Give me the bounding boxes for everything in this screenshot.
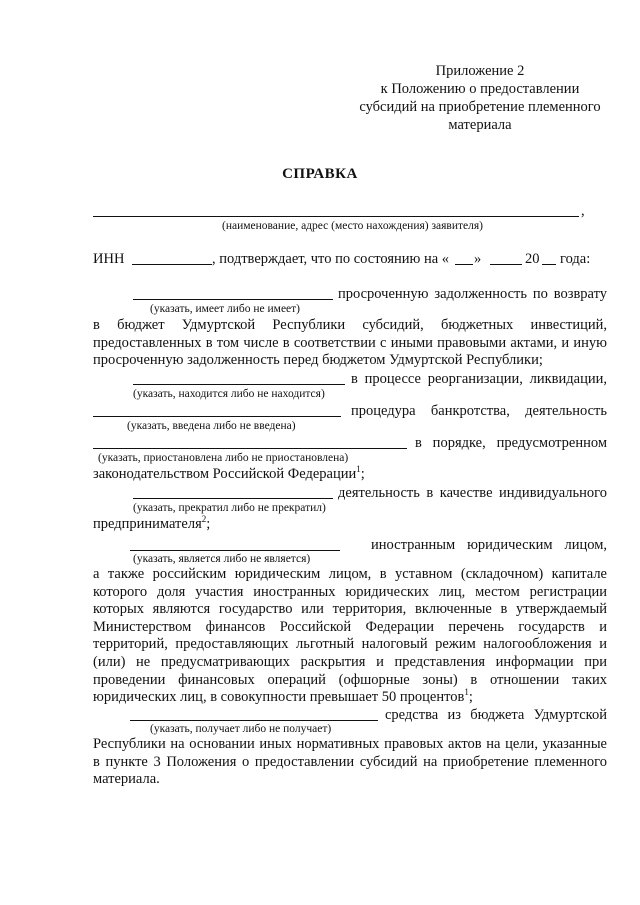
- reorg-caption: (указать, находится либо не находится): [133, 388, 325, 400]
- inn-label: ИНН: [93, 251, 125, 267]
- applicant-caption: (наименование, адрес (место нахождения) заявителя): [222, 220, 483, 232]
- entrepreneur-field[interactable]: [133, 498, 333, 499]
- applicant-field[interactable]: [93, 216, 579, 217]
- date-year-field[interactable]: [542, 264, 556, 265]
- suspend-continuation: законодательством Российской Федерации$^1$;: [93, 464, 365, 482]
- appendix-ref-3: материала: [448, 117, 512, 133]
- footnote-1-marker[interactable]: 1: [356, 464, 361, 475]
- date-day-field[interactable]: [455, 264, 473, 265]
- funds-caption: (указать, получает либо не получает): [150, 723, 332, 735]
- applicant-comma: ,: [581, 203, 585, 219]
- reorg-text: в процессе реорганизации, ликвидации,: [351, 371, 607, 387]
- foreign-caption: (указать, является либо не является): [133, 553, 311, 565]
- foreign-paragraph: а также российским юридическим лицом, в уставном (складочном) капитале которого доля участия иностранных юридических лиц, местом регистрации которых являются государство или территория, включенные в утверждаемый Министерством финансов Российской Федерации перечень государств и территорий, предоставляющих льготный налоговый режим налогообложения и (или) не предусматривающих раскрытия и представления информации при проведении финансовых операций (офшорные зоны) в отношении таких юридических лиц, в совокупности превышает 50 процентов$^1$;: [93, 566, 607, 706]
- overdue-caption: (указать, имеет либо не имеет): [150, 303, 301, 315]
- appendix-header: [345, 62, 615, 134]
- document-title: СПРАВКА: [282, 166, 358, 182]
- funds-text: средства из бюджета Удмуртской: [385, 707, 607, 723]
- inn-year-suffix: года:: [560, 251, 591, 267]
- overdue-text: просроченную задолженность по возврату: [338, 286, 607, 302]
- entrepreneur-continuation: предпринимателя$^2$;: [93, 514, 211, 532]
- reorg-field[interactable]: [133, 384, 345, 385]
- footnote-2-marker[interactable]: 2: [201, 514, 207, 525]
- date-month-field[interactable]: [490, 264, 522, 265]
- appendix-ref-2: субсидий на приобретение племенного: [359, 99, 601, 115]
- foreign-text: иностранным юридическим лицом,: [371, 537, 607, 553]
- suspend-field[interactable]: [93, 448, 407, 449]
- bankrupt-text: процедура банкротства, деятельность: [351, 403, 607, 419]
- bankrupt-caption: (указать, введена либо не введена): [127, 420, 296, 432]
- funds-field[interactable]: [130, 720, 378, 721]
- funds-paragraph: Республики на основании иных нормативных правовых актов на цели, указанные в пункте 3 Положения о предоставлении субсидий на приобретение племенного материала.: [93, 736, 607, 788]
- appendix-number: Приложение 2: [435, 63, 525, 79]
- foreign-field[interactable]: [130, 550, 340, 551]
- entrepreneur-text: деятельность в качестве индивидуального: [338, 485, 607, 501]
- appendix-ref: к Положению о предоставлении: [380, 81, 580, 97]
- bankrupt-field[interactable]: [93, 416, 341, 417]
- overdue-field[interactable]: [133, 299, 333, 300]
- inn-text: , подтверждает, что по состоянию на «: [212, 251, 450, 267]
- inn-quote-close: »: [474, 251, 482, 267]
- suspend-text: в порядке, предусмотренном: [415, 435, 607, 451]
- inn-field[interactable]: [132, 264, 212, 265]
- overdue-paragraph: в бюджет Удмуртской Республики субсидий, бюджетных инвестиций, предоставленных в том числе в соответствии с иными правовыми актами, и иную просроченную задолженность перед бюджетом Удмуртской Республики;: [93, 317, 607, 369]
- suspend-caption: (указать, приостановлена либо не приостановлена): [98, 452, 349, 464]
- inn-year-prefix: 20: [525, 251, 540, 267]
- footnote-1-marker-2[interactable]: 1: [464, 687, 469, 698]
- entrepreneur-caption: (указать, прекратил либо не прекратил): [133, 502, 326, 514]
